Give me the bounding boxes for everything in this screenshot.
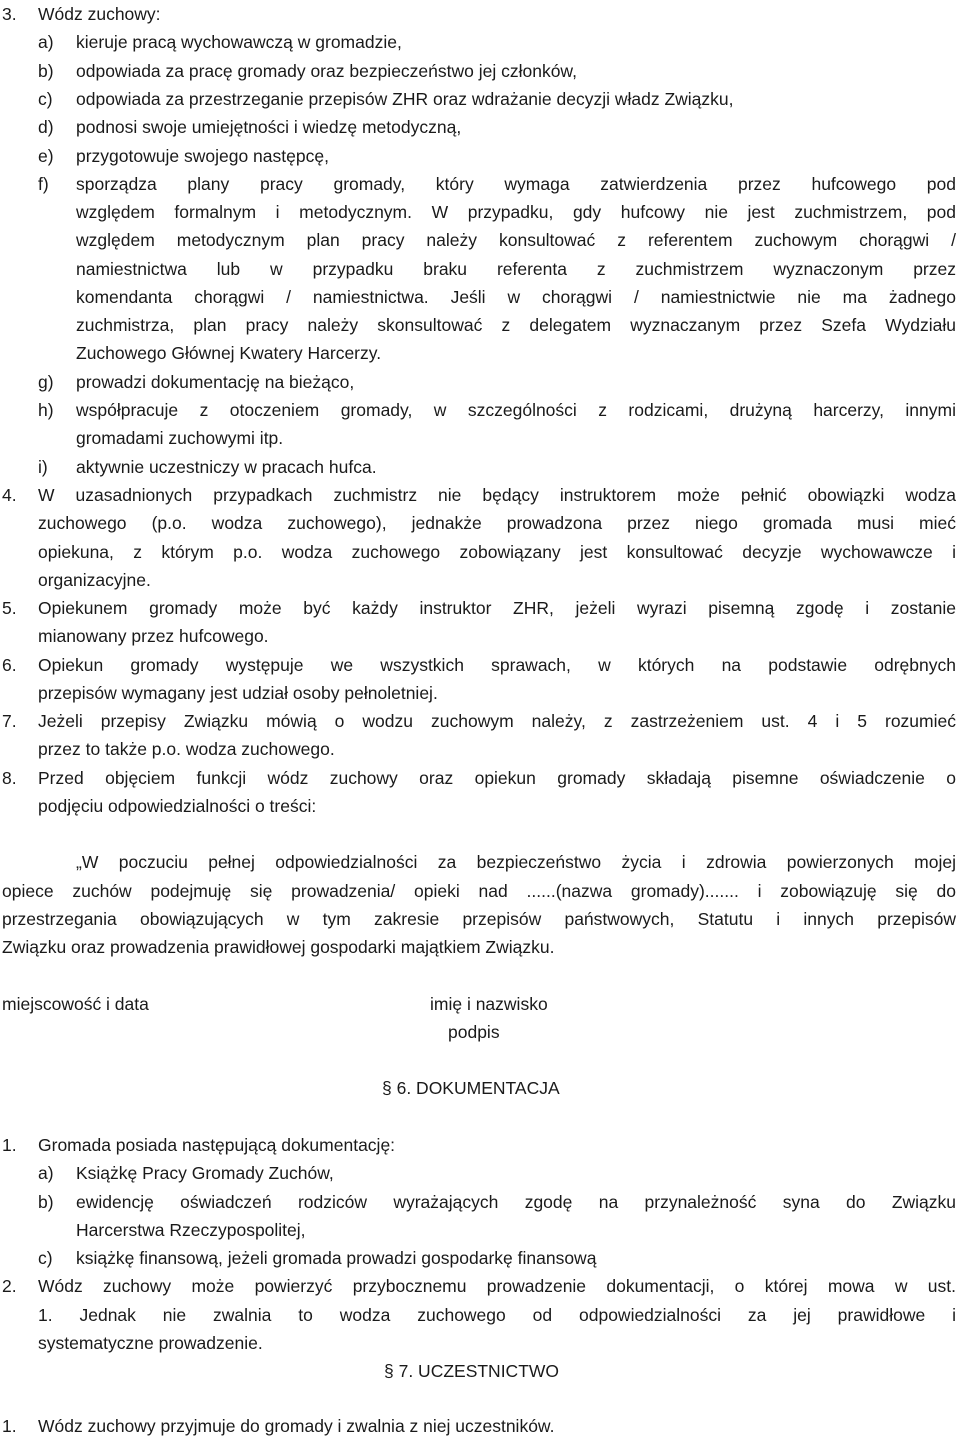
section-3-title: Wódz zuchowy:: [38, 4, 161, 24]
section-5-number: 5.: [2, 598, 17, 618]
doc-item-b-line-1: ewidencję oświadczeń rodziców wyrażających zgodę na przynależność syna do Związku: [76, 1192, 956, 1212]
section-4-line-3: opiekuna, z którym p.o. wodza zuchowego zobowiązany jest konsultować decyzje wychowawcze i: [38, 542, 956, 562]
item-f-line-5: komendanta chorągwi / namiestnictwa. Jeśli w chorągwi / namiestnictwie nie ma żadnego: [76, 287, 956, 307]
declaration-line-3: przestrzegania obowiązujących w tym zakresie przepisów państwowych, Statutu i innych przepisów: [2, 909, 956, 929]
doc-2-line-1: Wódz zuchowy może powierzyć przybocznemu prowadzenie dokumentacji, o której mowa w ust.: [38, 1276, 956, 1296]
item-f-line-1: sporządza plany pracy gromady, który wymaga zatwierdzenia przez hufcowego pod: [76, 174, 956, 194]
doc-item-c-label: c): [38, 1248, 53, 1268]
item-h-line-1: współpracuje z otoczeniem gromady, w szczególności z rodzicami, drużyną harcerzy, innymi: [76, 400, 956, 420]
item-h-label: h): [38, 400, 54, 420]
item-e-text: przygotowuje swojego następcę,: [76, 146, 329, 166]
item-g-label: g): [38, 372, 54, 392]
section-6-number: 6.: [2, 655, 17, 675]
doc-2-line-3: systematyczne prowadzenie.: [38, 1333, 263, 1353]
section-7-line-2: przez to także p.o. wodza zuchowego.: [38, 739, 335, 759]
doc-1-number: 1.: [2, 1135, 17, 1155]
doc-item-b-label: b): [38, 1192, 54, 1212]
item-c-text: odpowiada za przestrzeganie przepisów ZHR oraz wdrażanie decyzji władz Związku,: [76, 89, 734, 109]
section-4-line-1: W uzasadnionych przypadkach zuchmistrz nie będący instruktorem może pełnić obowiązki wodza: [38, 485, 956, 505]
declaration-line-1: „W poczuciu pełnej odpowiedzialności za bezpieczeństwo życia i zdrowia powierzonych mojej: [76, 852, 956, 872]
section-6-line-2: przepisów wymagany jest udział osoby pełnoletniej.: [38, 683, 438, 703]
item-g-text: prowadzi dokumentację na bieżąco,: [76, 372, 355, 392]
item-f-line-7: Zuchowego Głównej Kwatery Harcerzy.: [76, 343, 382, 363]
section-5-line-2: mianowany przez hufcowego.: [38, 626, 269, 646]
doc-1-title: Gromada posiada następującą dokumentację:: [38, 1135, 396, 1155]
item-b-label: b): [38, 61, 54, 81]
section-8-line-1: Przed objęciem funkcji wódz zuchowy oraz opiekun gromady składają pisemne oświadczenie o: [38, 768, 956, 788]
declaration-line-4: Związku oraz prowadzenia prawidłowej gospodarki majątkiem Związku.: [2, 937, 555, 957]
item-i-text: aktywnie uczestniczy w pracach hufca.: [76, 457, 377, 477]
signature-place-date: miejscowość i data: [2, 994, 149, 1014]
part-1-text: Wódz zuchowy przyjmuje do gromady i zwalnia z niej uczestników.: [38, 1416, 555, 1436]
item-a-text: kieruje pracą wychowawczą w gromadzie,: [76, 32, 402, 52]
section-4-number: 4.: [2, 485, 17, 505]
section-4-line-4: organizacyjne.: [38, 570, 151, 590]
section-3-number: 3.: [2, 4, 17, 24]
section-4-line-2: zuchowego (p.o. wodza zuchowego), jednakże prowadzona przez niego gromada musi mieć: [38, 513, 956, 533]
item-d-text: podnosi swoje umiejętności i wiedzę metodyczną,: [76, 117, 462, 137]
item-h-line-2: gromadami zuchowymi itp.: [76, 428, 284, 448]
section-6-line-1: Opiekun gromady występuje we wszystkich sprawach, w których na podstawie odrębnych: [38, 655, 956, 675]
doc-item-b-line-2: Harcerstwa Rzeczypospolitej,: [76, 1220, 306, 1240]
item-d-label: d): [38, 117, 54, 137]
section-7-number: 7.: [2, 711, 17, 731]
item-b-text: odpowiada za pracę gromady oraz bezpieczeństwo jej członków,: [76, 61, 577, 81]
heading-dokumentacja: § 6. DOKUMENTACJA: [382, 1078, 560, 1098]
item-f-label: f): [38, 174, 49, 194]
section-8-line-2: podjęciu odpowiedzialności o treści:: [38, 796, 317, 816]
doc-item-a-label: a): [38, 1163, 54, 1183]
item-i-label: i): [38, 457, 48, 477]
signature-name: imię i nazwisko: [430, 994, 548, 1014]
item-a-label: a): [38, 32, 54, 52]
doc-2-number: 2.: [2, 1276, 17, 1296]
item-f-line-3: względem metodycznym plan pracy należy konsultować z referentem zuchowym chorągwi /: [76, 230, 956, 250]
section-7-line-1: Jeżeli przepisy Związku mówią o wodzu zuchowym należy, z zastrzeżeniem ust. 4 i 5 rozumieć: [38, 711, 956, 731]
item-f-line-4: namiestnictwa lub w przypadku braku referenta z zuchmistrzem wyznaczonym przez: [76, 259, 956, 279]
doc-2-line-2: 1. Jednak nie zwalnia to wodza zuchowego od odpowiedzialności za jej prawidłowe i: [38, 1305, 956, 1325]
item-f-line-6: zuchmistrza, plan pracy należy skonsultować z delegatem wyznaczanym przez Szefa Wydziału: [76, 315, 956, 335]
doc-item-a-text: Książkę Pracy Gromady Zuchów,: [76, 1163, 334, 1183]
doc-item-c-text: książkę finansową, jeżeli gromada prowadzi gospodarkę finansową: [76, 1248, 597, 1268]
item-f-line-2: względem formalnym i metodycznym. W przypadku, gdy hufcowy nie jest zuchmistrzem, pod: [76, 202, 956, 222]
heading-uczestnictwo: § 7. UCZESTNICTWO: [384, 1361, 560, 1381]
item-c-label: c): [38, 89, 53, 109]
section-5-line-1: Opiekunem gromady może być każdy instruktor ZHR, jeżeli wyrazi pisemną zgodę i zostanie: [38, 598, 956, 618]
item-e-label: e): [38, 146, 54, 166]
signature-sign: podpis: [448, 1022, 500, 1042]
declaration-line-2: opiece zuchów podejmuję się prowadzenia/ opieki nad ......(nazwa gromady)....... i zobowiązuję się do: [2, 881, 956, 901]
part-1-number: 1.: [2, 1416, 17, 1436]
section-8-number: 8.: [2, 768, 17, 788]
